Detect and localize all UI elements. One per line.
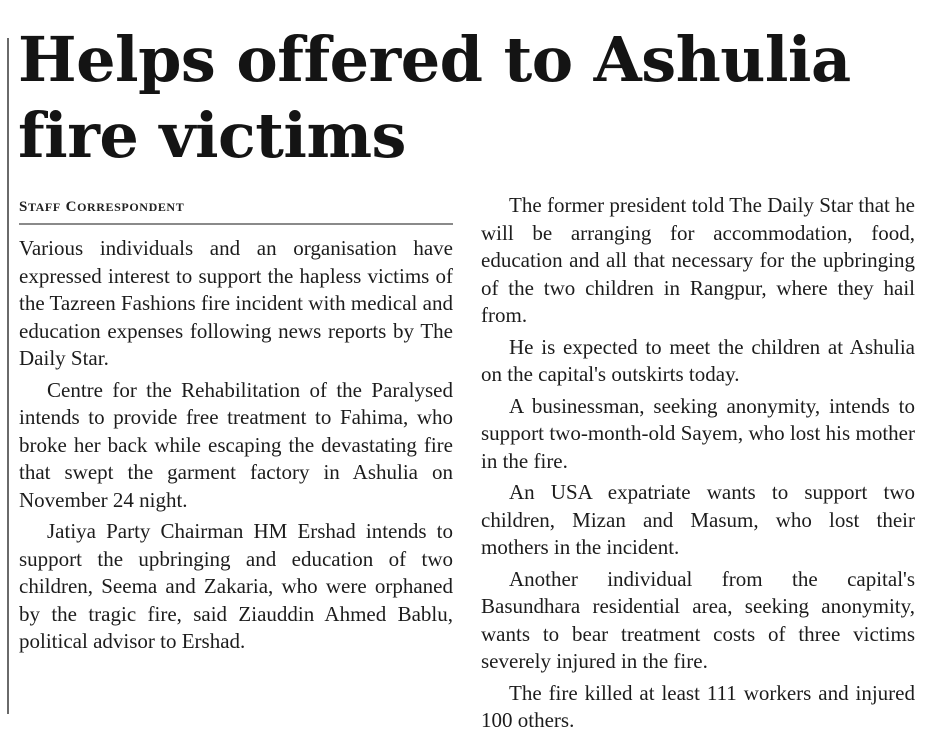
paragraph: A businessman, seeking anonymity, intends to support two-month-old Sayem, who lost his mother in the fire. bbox=[481, 393, 915, 473]
paragraph: Jatiya Party Chairman HM Ershad intends to support the upbringing and education of two children, Seema and Zakaria, who were orphaned by the tragic fire, said Ziauddin Ahmed Bablu, political advisor to Ershad. bbox=[19, 519, 453, 653]
paragraph: He is expected to meet the children at Ashulia on the capital's outskirts today. bbox=[481, 334, 915, 386]
paragraph: An USA expatriate wants to support two children, Mizan and Masum, who lost their mothers in the incident. bbox=[481, 480, 915, 559]
article-column-left bbox=[19, 235, 453, 660]
byline-rule bbox=[19, 223, 453, 225]
paragraph: Another individual from the capital's Basundhara residential area, seeking anonymity, wants to bear treatment costs of three victims severely injured in the fire. bbox=[481, 566, 915, 673]
article-column-right bbox=[481, 192, 915, 739]
byline: Staff Correspondent bbox=[19, 196, 185, 215]
paragraph: Centre for the Rehabilitation of the Paralysed intends to provide free treatment to Fahima, who broke her back while escaping the devastating fire that swept the garment factory in Ashulia on November 24 night. bbox=[19, 377, 453, 512]
paragraph: Various individuals and an organisation have expressed interest to support the hapless victims of the Tazreen Fashions fire incident with medical and education expenses following news reports by The Daily Star. bbox=[19, 236, 453, 370]
headline bbox=[18, 22, 913, 174]
headline-line-2: fire victims bbox=[18, 99, 406, 172]
column-divider-rule bbox=[7, 38, 9, 714]
paragraph: The former president told The Daily Star that he will be arranging for accommodation, food, education and all that necessary for the upbringing of the two children in Rangpur, where they hail from. bbox=[481, 193, 915, 327]
headline-line-1: Helps offered to Ashulia bbox=[18, 23, 851, 96]
paragraph: The fire killed at least 111 workers and injured 100 others. bbox=[481, 680, 915, 732]
